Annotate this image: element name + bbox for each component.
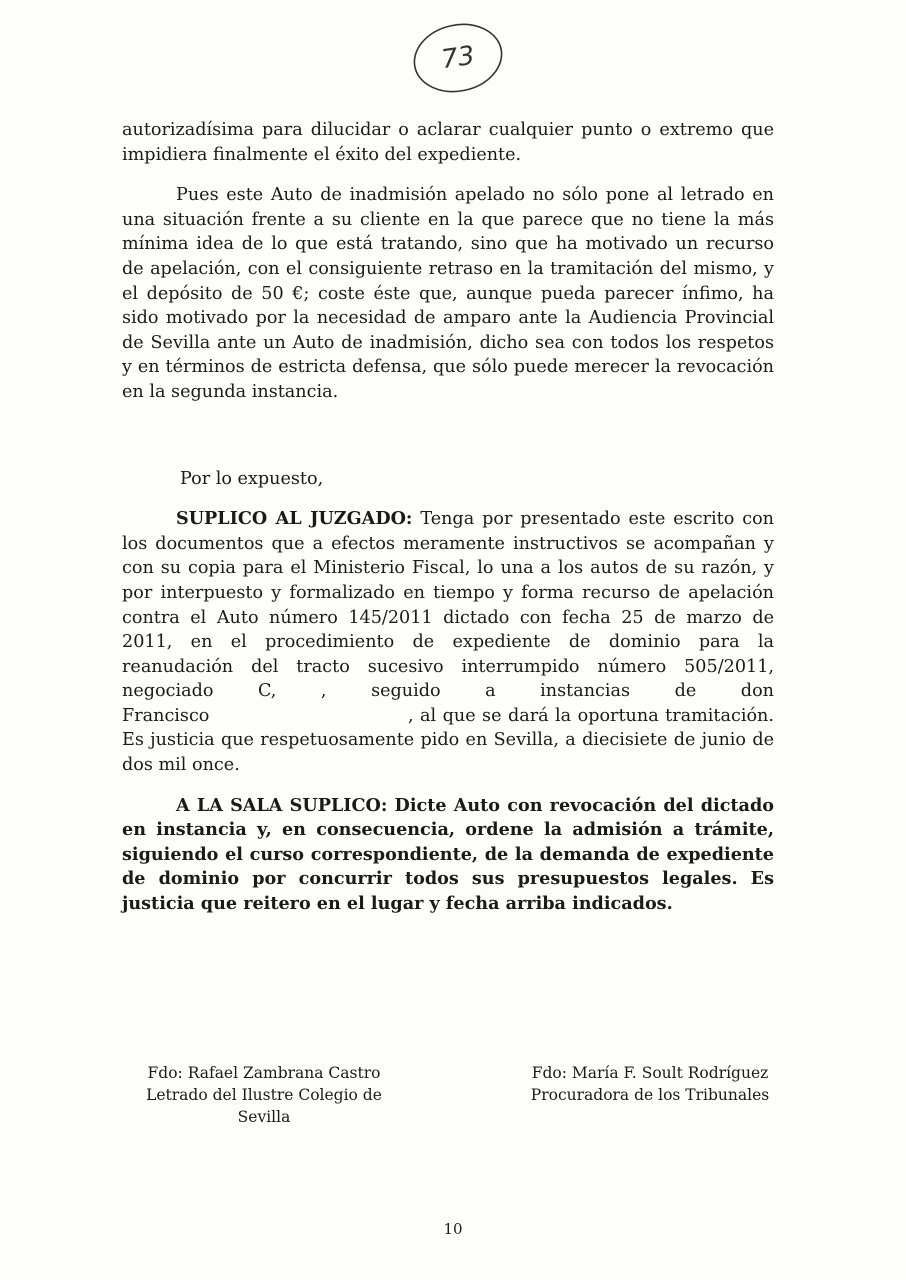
procuradora-name: Fdo: María F. Soult Rodríguez (531, 1064, 769, 1082)
sala-suplico-heading: A LA SALA SUPLICO: (176, 794, 388, 816)
lawyer-name: Fdo: Rafael Zambrana Castro (147, 1064, 381, 1082)
suplico-juzgado-text-b: , al que se dará la oportuna tramitación. Es justicia que respetuosamente pido en Sevilla, a diecisiete de junio de dos mil once. (122, 705, 774, 776)
paragraph-continuation: autorizadísima para dilucidar o aclarar cualquier punto o extremo que impidiera finalmente el éxito del expediente. (122, 120, 774, 165)
paragraph-auto-inadmision: Pues este Auto de inadmisión apelado no sólo pone al letrado en una situación frente a su cliente en la que parece que no tiene la más mínima idea de lo que está tratando, sino que ha motivado un recurso de apelación, con el consiguiente retraso en la tramitación del mismo, y el depósito de 50 €; coste éste que, aunque pueda parecer ínfimo, ha sido motivado por la necesidad de amparo ante la Audiencia Provincial de Sevilla ante un Auto de inadmisión, dicho sea con todos los respetos y en términos de estricta defensa, que sólo puede merecer la revocación en la segunda instancia. (122, 185, 774, 402)
folio-stamp (408, 18, 508, 98)
paragraph-suplico-juzgado (122, 507, 774, 778)
redacted-surname (209, 706, 408, 726)
signature-lawyer (118, 1062, 410, 1128)
signature-procuradora (526, 1062, 774, 1106)
paragraph-sala-suplico (122, 794, 774, 917)
lawyer-title: Letrado del Ilustre Colegio de Sevilla (146, 1086, 382, 1126)
page-number: 10 (443, 1220, 463, 1238)
suplico-juzgado-text-a: Tenga por presentado este escrito con los documentos que a efectos meramente instructivos se acompañan y con su copia para el Ministerio Fiscal, lo una a los autos de su razón, y por interpuesto y formalizado en tiempo y forma recurso de apelación contra el Auto número 145/2011 dictado con fecha 25 de marzo de 2011, en el procedimiento de expediente de dominio para la reanudación del tracto sucesivo interrumpido número 505/2011, negociado C, , seguido a instancias de don Francisco (122, 509, 774, 726)
document-body (122, 118, 774, 917)
suplico-juzgado-heading: SUPLICO AL JUZGADO: (176, 508, 413, 530)
procuradora-title: Procuradora de los Tribunales (530, 1086, 770, 1104)
sala-suplico-text: Dicte Auto con revocación del dictado en instancia y, en consecuencia, ordene la admisión a trámite, siguiendo el curso correspondiente, de la demanda de expediente de dominio por concurrir todos sus presupuestos legales. Es justicia que reitero en el lugar y fecha arriba indicados. (122, 794, 774, 915)
paragraph-por-lo-expuesto: Por lo expuesto, (180, 468, 324, 489)
stamp-number: 73 (439, 40, 477, 76)
